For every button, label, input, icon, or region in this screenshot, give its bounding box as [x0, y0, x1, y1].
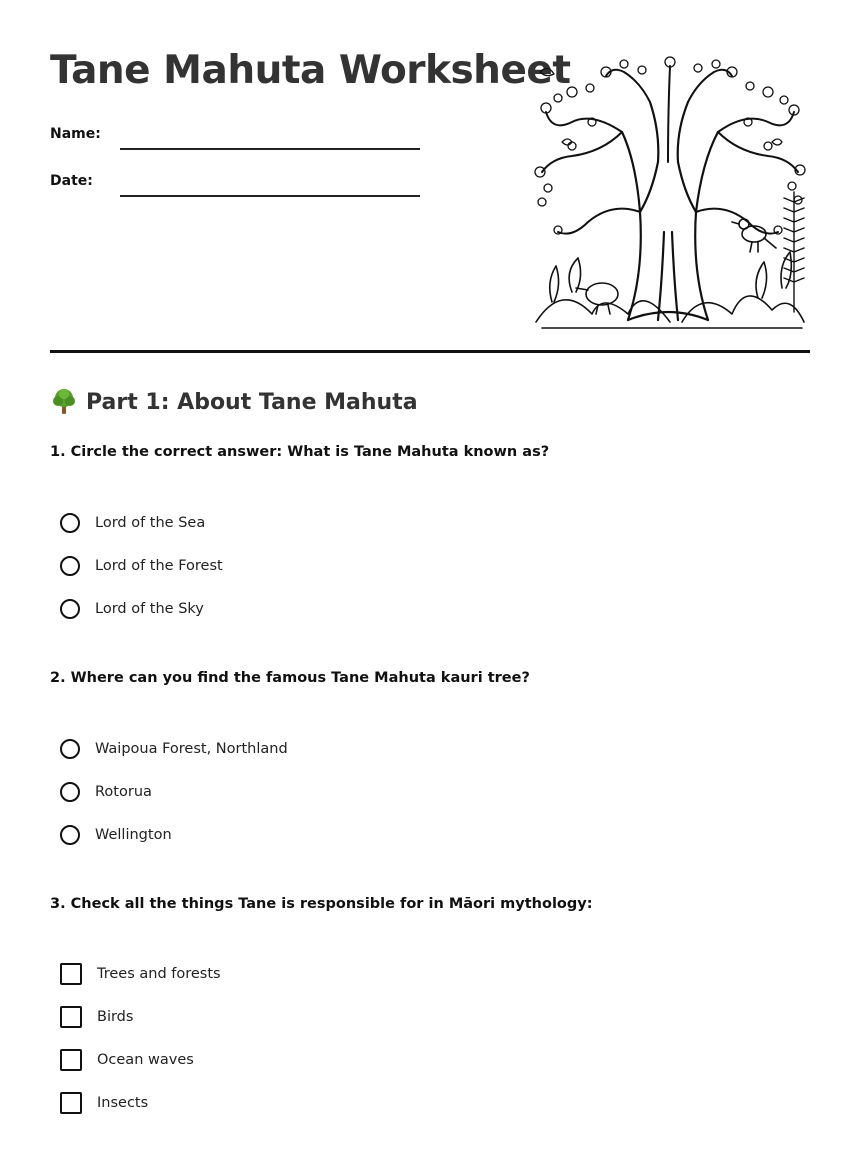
name-label: Name:: [50, 126, 101, 142]
part1-heading-text: Part 1: About Tane Mahuta: [86, 389, 418, 415]
option-label: Lord of the Sea: [95, 515, 206, 531]
kauri-tree-illustration-icon: [532, 52, 808, 332]
radio-button[interactable]: [60, 825, 80, 845]
date-line[interactable]: [120, 195, 420, 197]
option-label: Ocean waves: [97, 1052, 194, 1068]
checkbox[interactable]: [60, 1049, 82, 1071]
option-label: Waipoua Forest, Northland: [95, 741, 288, 757]
question-1: 1. Circle the correct answer: What is Tane Mahuta known as?: [50, 444, 550, 460]
name-line[interactable]: [120, 148, 420, 150]
q1-option-3[interactable]: [60, 596, 204, 622]
option-label: Insects: [97, 1095, 149, 1111]
radio-button[interactable]: [60, 782, 80, 802]
option-label: Rotorua: [95, 784, 152, 800]
question-3: 3. Check all the things Tane is responsible for in Māori mythology:: [50, 896, 593, 912]
q3-option-1[interactable]: [60, 961, 221, 987]
worksheet-title: Tane Mahuta Worksheet: [50, 48, 571, 93]
radio-button[interactable]: [60, 513, 80, 533]
option-label: Trees and forests: [97, 966, 221, 982]
q3-option-4[interactable]: [60, 1090, 148, 1116]
question-2: 2. Where can you find the famous Tane Mahuta kauri tree?: [50, 670, 530, 686]
deciduous-tree-icon: [50, 388, 78, 416]
radio-button[interactable]: [60, 739, 80, 759]
q2-option-3[interactable]: [60, 822, 172, 848]
q2-option-2[interactable]: [60, 779, 152, 805]
option-label: Lord of the Sky: [95, 601, 204, 617]
q3-option-3[interactable]: [60, 1047, 194, 1073]
option-label: Birds: [97, 1009, 134, 1025]
date-label: Date:: [50, 173, 93, 189]
q1-option-2[interactable]: [60, 553, 223, 579]
q1-option-1[interactable]: [60, 510, 205, 536]
radio-button[interactable]: [60, 599, 80, 619]
date-field: [50, 169, 430, 199]
option-label: Lord of the Forest: [95, 558, 223, 574]
part1-heading: [50, 388, 418, 416]
name-field: [50, 122, 430, 152]
checkbox[interactable]: [60, 1006, 82, 1028]
header-divider: [50, 350, 810, 353]
checkbox[interactable]: [60, 963, 82, 985]
q3-option-2[interactable]: [60, 1004, 133, 1030]
option-label: Wellington: [95, 827, 172, 843]
checkbox[interactable]: [60, 1092, 82, 1114]
radio-button[interactable]: [60, 556, 80, 576]
q2-option-1[interactable]: [60, 736, 288, 762]
